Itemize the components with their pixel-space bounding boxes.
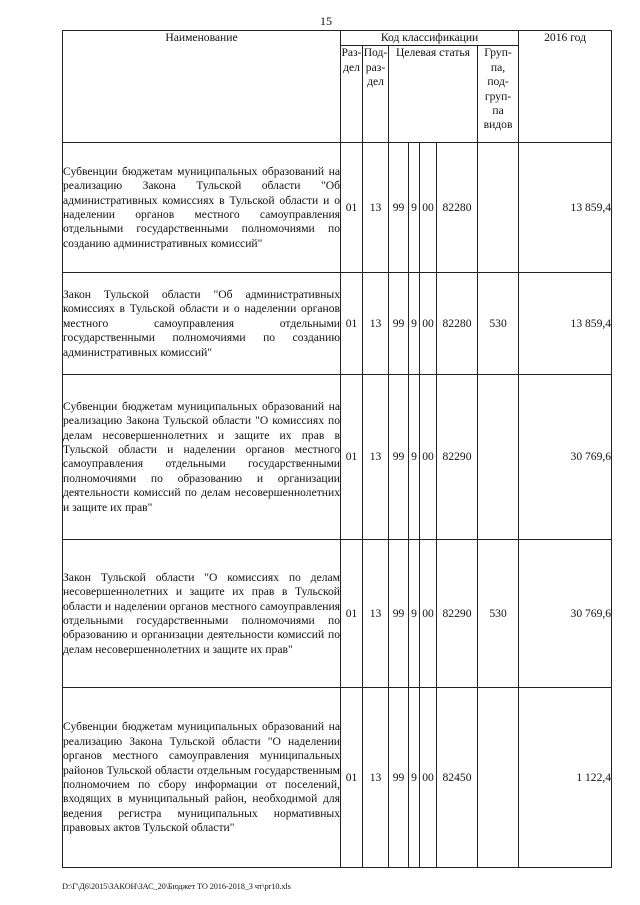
- row-type-group: [478, 143, 519, 273]
- row-section: 01: [341, 143, 363, 273]
- row-target-direction: 82450: [437, 688, 478, 868]
- table-row: [63, 273, 612, 375]
- row-amount: 30 769,6: [519, 375, 612, 540]
- column-header-target-article: Целевая статья: [389, 46, 478, 143]
- budget-table: [62, 30, 612, 868]
- row-name: Закон Тульской области "Об административных комиссиях в Тульской области и о наделении органов местного самоуправления отдельными государственными полномочиями по созданию административных комиссий": [63, 273, 341, 375]
- row-target-program: 99: [389, 540, 409, 688]
- row-section: 01: [341, 540, 363, 688]
- row-target-direction: 82290: [437, 540, 478, 688]
- type-group-label: Груп- па, под- груп- па видов: [483, 46, 513, 132]
- row-name: Субвенции бюджетам муниципальных образований на реализацию Закона Тульской области "О комиссиях по делам несовершеннолетних и защите их прав в Тульской области и наделении органов местного самоуправления отдельными государственными полномочиями по образованию и организации деятельности комиссий по делам несовершеннолетних и защите их прав": [63, 375, 341, 540]
- row-amount: 1 122,4: [519, 688, 612, 868]
- column-header-classification: Код классификации: [341, 31, 519, 46]
- row-name: Закон Тульской области "О комиссиях по делам несовершеннолетних и защите их прав в Тульской области и наделении органов местного самоуправления отдельными государственными полномочиями по образованию и организации деятельности комиссий по делам несовершеннолетних и защите их прав": [63, 540, 341, 688]
- row-section: 01: [341, 375, 363, 540]
- row-amount: 13 859,4: [519, 273, 612, 375]
- row-target-event: 00: [420, 273, 437, 375]
- section-label: Раз- дел: [341, 46, 362, 74]
- row-name: Субвенции бюджетам муниципальных образований на реализацию Закона Тульской области "Об административных комиссиях в Тульской области и о наделении органов местного самоуправления отдельными государственными полномочиями по созданию административных комиссий": [63, 143, 341, 273]
- footer-file-path: D:\Г\Д6\2015\ЗАКОН\ЗАС_20\Бюджет ТО 2016-2018_3 чт\pr10.xls: [62, 882, 291, 891]
- row-target-subprogram: 9: [409, 688, 420, 868]
- row-target-event: 00: [420, 540, 437, 688]
- table-row: [63, 143, 612, 273]
- row-subsection: 13: [363, 688, 389, 868]
- row-type-group: 530: [478, 273, 519, 375]
- row-target-direction: 82280: [437, 273, 478, 375]
- row-section: 01: [341, 273, 363, 375]
- column-header-type-group: [478, 46, 519, 143]
- row-target-program: 99: [389, 375, 409, 540]
- row-subsection: 13: [363, 540, 389, 688]
- row-target-event: 00: [420, 143, 437, 273]
- row-target-direction: 82280: [437, 143, 478, 273]
- row-type-group: [478, 688, 519, 868]
- table-row: [63, 375, 612, 540]
- page-number: 15: [320, 14, 332, 28]
- row-subsection: 13: [363, 375, 389, 540]
- row-target-direction: 82290: [437, 375, 478, 540]
- row-target-subprogram: 9: [409, 540, 420, 688]
- row-target-program: 99: [389, 688, 409, 868]
- row-name: Субвенции бюджетам муниципальных образований на реализацию Закона Тульской области "О наделении органов местного самоуправления муниципальных районов Тульской области отдельным государственным полномочием по сбору информации от поселений, входящих в муниципальный район, необходимой для ведения регистра муниципальных нормативных правовых актов Тульской области": [63, 688, 341, 868]
- column-header-year: 2016 год: [519, 31, 612, 143]
- row-target-program: 99: [389, 143, 409, 273]
- row-subsection: 13: [363, 143, 389, 273]
- row-target-subprogram: 9: [409, 143, 420, 273]
- row-target-event: 00: [420, 688, 437, 868]
- column-header-name: Наименование: [63, 31, 341, 143]
- row-type-group: 530: [478, 540, 519, 688]
- row-section: 01: [341, 688, 363, 868]
- row-target-subprogram: 9: [409, 375, 420, 540]
- table-row: [63, 688, 612, 868]
- row-target-program: 99: [389, 273, 409, 375]
- row-target-subprogram: 9: [409, 273, 420, 375]
- row-subsection: 13: [363, 273, 389, 375]
- row-amount: 30 769,6: [519, 540, 612, 688]
- row-amount: 13 859,4: [519, 143, 612, 273]
- column-header-subsection: [363, 46, 389, 143]
- row-type-group: [478, 375, 519, 540]
- subsection-label: Под- раз- дел: [363, 46, 388, 89]
- row-target-event: 00: [420, 375, 437, 540]
- table-row: [63, 540, 612, 688]
- column-header-section: [341, 46, 363, 143]
